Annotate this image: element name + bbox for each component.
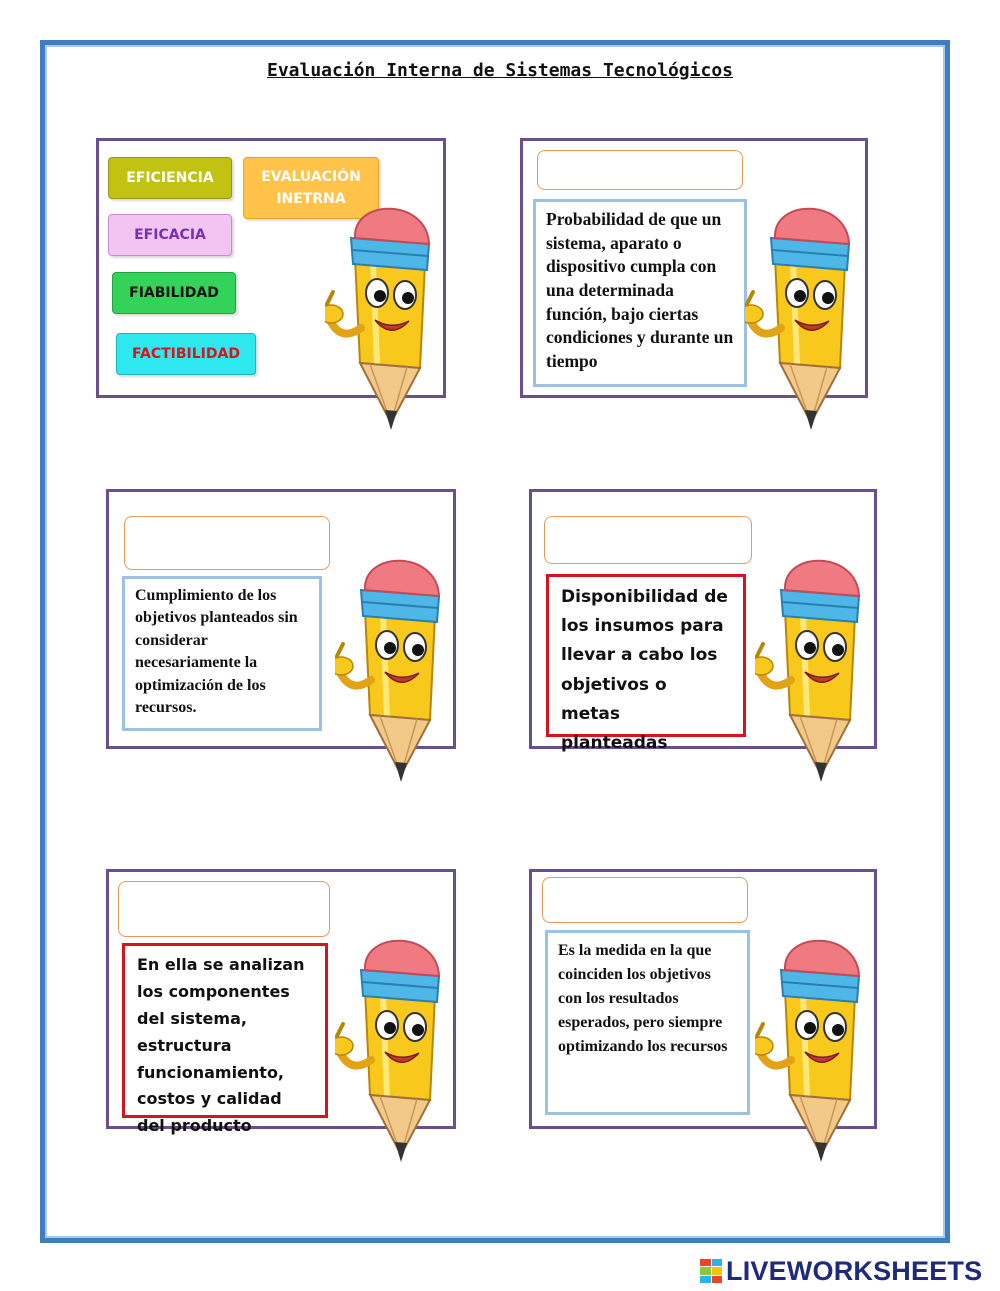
worksheet-title: Evaluación Interna de Sistemas Tecnológicos — [267, 60, 733, 81]
pencil-mascot-icon — [745, 178, 875, 438]
chip-fiabilidad[interactable]: FIABILIDAD — [112, 272, 236, 314]
pencil-mascot-icon — [755, 910, 885, 1170]
pencil-mascot-icon — [335, 910, 465, 1170]
answer-slot-1[interactable] — [537, 150, 743, 190]
definition-fiabilidad: Probabilidad de que un sistema, aparato o dispositivo cumpla con una determinada función, bajo ciertas condiciones y durante un tiempo — [533, 199, 747, 387]
liveworksheets-brand — [700, 1254, 982, 1288]
pencil-mascot-icon — [335, 530, 465, 790]
definition-eficiencia: Es la medida en la que coinciden los objetivos con los resultados esperados, pero siempre optimizando los recursos — [545, 930, 750, 1115]
definition-eficacia: Cumplimiento de los objetivos planteados sin considerar necesariamente la optimización de los recursos. — [122, 576, 322, 731]
pencil-mascot-icon — [755, 530, 885, 790]
definition-factibilidad: Disponibilidad de los insumos para llevar a cabo los objetivos o metas planteadas — [546, 574, 746, 737]
answer-slot-4[interactable] — [118, 881, 330, 937]
brand-text: LIVEWORKSHEETS — [726, 1255, 983, 1286]
chip-eficiencia[interactable]: EFICIENCIA — [108, 157, 232, 199]
answer-slot-5[interactable] — [542, 877, 748, 923]
chip-factibilidad[interactable]: FACTIBILIDAD — [116, 333, 256, 375]
chip-eficacia[interactable]: EFICACIA — [108, 214, 232, 256]
definition-evaluacion: En ella se analizan los componentes del sistema, estructura funcionamiento, costos y calidad del producto — [122, 943, 328, 1118]
liveworksheets-logo-icon — [700, 1259, 722, 1283]
chip-evaluacion-interna[interactable]: EVALUACIÓN INETRNA — [243, 157, 379, 219]
answer-slot-2[interactable] — [124, 516, 330, 570]
answer-slot-3[interactable] — [544, 516, 752, 564]
pencil-mascot-icon — [325, 178, 455, 438]
